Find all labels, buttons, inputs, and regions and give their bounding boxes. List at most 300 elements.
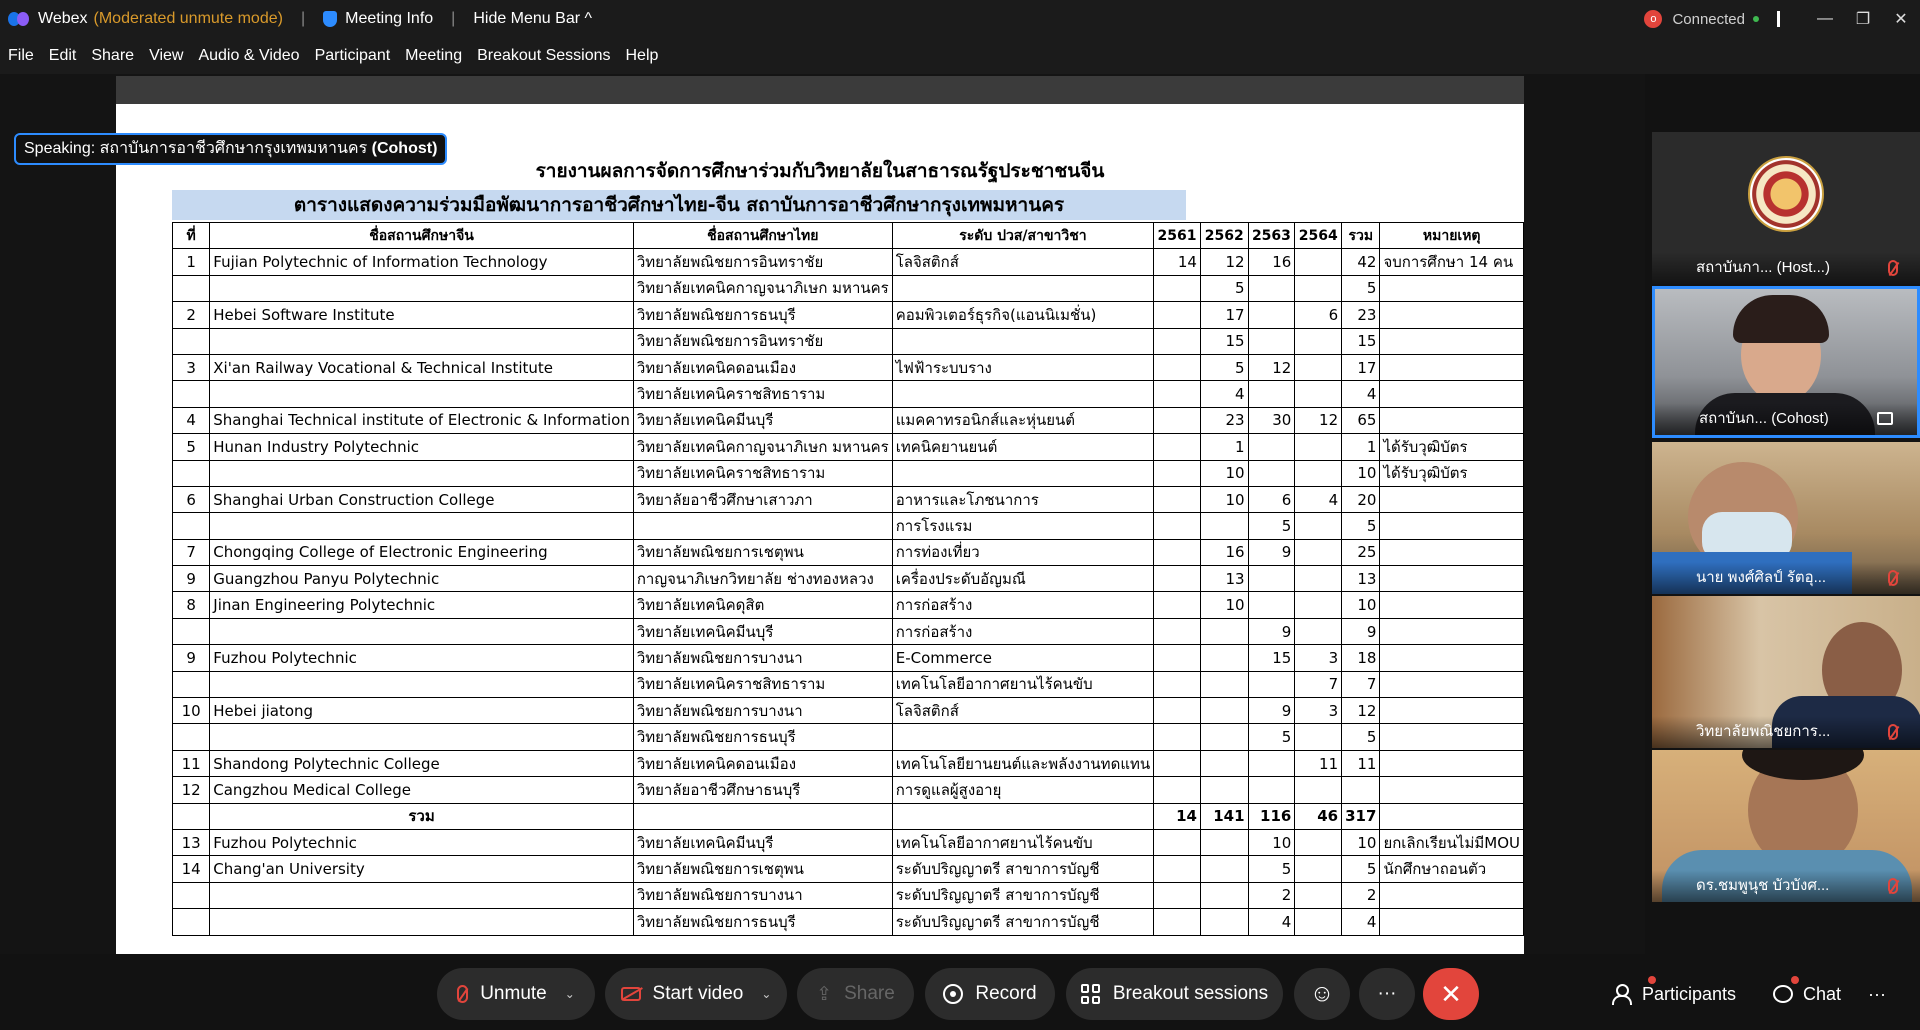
video-tile-participant-3[interactable] bbox=[1652, 442, 1920, 594]
table-cell bbox=[1200, 856, 1248, 882]
unmute-button[interactable] bbox=[437, 968, 595, 1020]
table-cell bbox=[1154, 671, 1201, 697]
table-cell: 23 bbox=[1342, 302, 1380, 328]
table-row bbox=[173, 407, 1524, 433]
table-cell: 11 bbox=[1342, 750, 1380, 776]
table-row bbox=[173, 592, 1524, 618]
table-cell: วิทยาลัยพณิชยการเชตุพน bbox=[633, 539, 892, 565]
table-cell bbox=[210, 328, 634, 354]
title-separator: | bbox=[300, 10, 306, 27]
table-cell bbox=[1154, 724, 1201, 750]
chevron-down-icon[interactable]: ⌄ bbox=[761, 987, 772, 1001]
table-cell bbox=[1380, 724, 1524, 750]
table-cell bbox=[1154, 275, 1201, 301]
table-cell: Shanghai Urban Construction College bbox=[210, 486, 634, 512]
table-cell: 65 bbox=[1342, 407, 1380, 433]
table-cell bbox=[1154, 882, 1201, 908]
close-window-button[interactable]: ✕ bbox=[1894, 11, 1908, 28]
table-cell: 46 bbox=[1295, 803, 1342, 829]
table-cell: 18 bbox=[1342, 645, 1380, 671]
mic-muted-icon bbox=[1888, 878, 1898, 894]
table-cell bbox=[1248, 592, 1295, 618]
table-cell: 5 bbox=[1248, 856, 1295, 882]
column-header: ชื่อสถานศึกษาไทย bbox=[633, 223, 892, 249]
cooperation-table bbox=[172, 222, 1524, 936]
table-cell: 11 bbox=[1295, 750, 1342, 776]
table-cell: ยกเลิกเรียนไม่มีMOU bbox=[1380, 829, 1524, 855]
participant-video-hair bbox=[1733, 295, 1829, 343]
hide-menu-bar-button[interactable]: Hide Menu Bar ^ bbox=[473, 10, 592, 27]
table-cell: วิทยาลัยพณิชยการบางนา bbox=[633, 698, 892, 724]
table-cell bbox=[1200, 750, 1248, 776]
table-cell bbox=[1380, 618, 1524, 644]
title-bar-right bbox=[1644, 0, 1920, 38]
table-cell: 10 bbox=[1342, 460, 1380, 486]
table-cell: 7 bbox=[1295, 671, 1342, 697]
table-cell bbox=[1154, 829, 1201, 855]
table-cell bbox=[1200, 909, 1248, 935]
sharing-icon bbox=[1877, 412, 1893, 425]
menu-view[interactable]: View bbox=[149, 47, 184, 64]
end-call-button[interactable]: ✕ bbox=[1423, 968, 1479, 1020]
table-cell bbox=[1380, 750, 1524, 776]
table-cell bbox=[210, 381, 634, 407]
table-cell: 14 bbox=[1154, 803, 1201, 829]
table-cell: Hebei jiatong bbox=[210, 698, 634, 724]
table-cell: 5 bbox=[173, 434, 210, 460]
table-cell bbox=[1248, 750, 1295, 776]
menu-edit[interactable]: Edit bbox=[48, 47, 77, 64]
table-cell: Cangzhou Medical College bbox=[210, 777, 634, 803]
table-cell bbox=[1154, 777, 1201, 803]
table-cell bbox=[1380, 275, 1524, 301]
table-cell: 4 bbox=[1248, 909, 1295, 935]
speaking-indicator bbox=[14, 133, 447, 165]
table-cell bbox=[1200, 618, 1248, 644]
table-cell: 10 bbox=[1200, 460, 1248, 486]
column-header: ระดับ ปวส/สาขาวิชา bbox=[892, 223, 1153, 249]
table-cell: 3 bbox=[1295, 698, 1342, 724]
column-header: 2562 bbox=[1200, 223, 1248, 249]
menu-participant[interactable]: Participant bbox=[314, 47, 391, 64]
table-cell: 10 bbox=[173, 698, 210, 724]
table-cell: Fuzhou Polytechnic bbox=[210, 829, 634, 855]
table-cell: วิทยาลัยอาชีวศึกษาธนบุรี bbox=[633, 777, 892, 803]
table-cell: 16 bbox=[1200, 539, 1248, 565]
table-cell bbox=[173, 671, 210, 697]
table-cell bbox=[1380, 645, 1524, 671]
table-cell bbox=[210, 909, 634, 935]
table-total-row bbox=[173, 803, 1524, 829]
shared-document bbox=[116, 104, 1524, 954]
table-cell: วิทยาลัยพณิชยการบางนา bbox=[633, 645, 892, 671]
table-cell bbox=[1248, 381, 1295, 407]
start-video-button[interactable] bbox=[605, 968, 787, 1020]
table-cell: Shanghai Technical institute of Electronic & Information bbox=[210, 407, 634, 433]
table-cell bbox=[892, 803, 1153, 829]
table-row bbox=[173, 566, 1524, 592]
table-cell: 4 bbox=[1295, 486, 1342, 512]
table-cell bbox=[892, 275, 1153, 301]
table-cell: 13 bbox=[1200, 566, 1248, 592]
menu-breakout-sessions[interactable]: Breakout Sessions bbox=[477, 47, 611, 64]
table-cell bbox=[1200, 645, 1248, 671]
table-cell: 5 bbox=[1200, 354, 1248, 380]
table-cell: 9 bbox=[1248, 618, 1295, 644]
table-cell bbox=[1154, 750, 1201, 776]
camera-off-icon bbox=[621, 987, 641, 1001]
table-cell: ระดับปริญญาตรี สาขาการบัญชี bbox=[892, 909, 1153, 935]
table-cell: ระดับปริญญาตรี สาขาการบัญชี bbox=[892, 882, 1153, 908]
table-cell bbox=[1295, 434, 1342, 460]
table-cell bbox=[1380, 777, 1524, 803]
table-cell: เทคนิคยานยนต์ bbox=[892, 434, 1153, 460]
table-cell bbox=[1380, 381, 1524, 407]
breakout-sessions-button[interactable] bbox=[1066, 968, 1283, 1020]
table-row bbox=[173, 460, 1524, 486]
table-cell: 7 bbox=[1342, 671, 1380, 697]
connection-status[interactable]: Connected bbox=[1672, 10, 1745, 28]
table-cell bbox=[1248, 302, 1295, 328]
table-cell: 5 bbox=[1342, 513, 1380, 539]
participant-name: ดร.ชมพูนุช บัวบังศ... bbox=[1652, 870, 1920, 902]
table-cell: 12 bbox=[1248, 354, 1295, 380]
record-button[interactable] bbox=[925, 968, 1055, 1020]
chat-button[interactable] bbox=[1773, 968, 1841, 1020]
table-cell bbox=[1248, 328, 1295, 354]
shared-content-area bbox=[0, 74, 1645, 954]
table-cell bbox=[173, 618, 210, 644]
share-button[interactable] bbox=[797, 968, 914, 1020]
shared-window-header bbox=[116, 76, 1524, 104]
document-title: รายงานผลการจัดการศึกษาร่วมกับวิทยาลัยในสาธารณรัฐประชาชนจีน bbox=[535, 160, 1105, 182]
table-cell: 4 bbox=[1200, 381, 1248, 407]
table-cell: 4 bbox=[1342, 381, 1380, 407]
table-row bbox=[173, 513, 1524, 539]
smiley-icon: ☺ bbox=[1309, 980, 1335, 1007]
table-cell: 10 bbox=[1248, 829, 1295, 855]
table-header-row bbox=[173, 223, 1524, 249]
table-cell: 3 bbox=[1295, 645, 1342, 671]
table-cell: 6 bbox=[1295, 302, 1342, 328]
table-cell: 4 bbox=[1342, 909, 1380, 935]
column-header: ที่ bbox=[173, 223, 210, 249]
table-cell bbox=[1380, 592, 1524, 618]
table-cell bbox=[633, 803, 892, 829]
table-row bbox=[173, 354, 1524, 380]
table-cell: 5 bbox=[1342, 275, 1380, 301]
column-header: ชื่อสถานศึกษาจีน bbox=[210, 223, 634, 249]
menu-share[interactable]: Share bbox=[91, 47, 135, 64]
table-cell: 1 bbox=[173, 249, 210, 275]
table-cell: 25 bbox=[1342, 539, 1380, 565]
title-separator-2: | bbox=[451, 10, 456, 27]
table-cell: การก่อสร้าง bbox=[892, 618, 1153, 644]
table-cell: 16 bbox=[1248, 249, 1295, 275]
table-cell bbox=[173, 724, 210, 750]
reactions-button[interactable] bbox=[1294, 968, 1350, 1020]
table-cell bbox=[1295, 618, 1342, 644]
table-cell: วิทยาลัยเทคนิคราชสิทธาราม bbox=[633, 460, 892, 486]
table-cell bbox=[892, 460, 1153, 486]
table-cell: 5 bbox=[1248, 513, 1295, 539]
chevron-down-icon[interactable]: ⌄ bbox=[564, 987, 575, 1001]
table-cell bbox=[210, 275, 634, 301]
table-cell: Chongqing College of Electronic Engineering bbox=[210, 539, 634, 565]
table-cell: วิทยาลัยอาชีวศึกษาเสาวภา bbox=[633, 486, 892, 512]
table-cell bbox=[892, 328, 1153, 354]
video-tile-host[interactable] bbox=[1652, 132, 1920, 284]
table-cell: วิทยาลัยเทคนิคราชสิทธาราม bbox=[633, 381, 892, 407]
table-cell: 9 bbox=[1342, 618, 1380, 644]
table-cell: 13 bbox=[173, 829, 210, 855]
table-cell bbox=[1154, 856, 1201, 882]
table-cell: Guangzhou Panyu Polytechnic bbox=[210, 566, 634, 592]
table-cell bbox=[1248, 460, 1295, 486]
video-tile-participant-5[interactable] bbox=[1652, 750, 1920, 902]
connection-dot-icon bbox=[1753, 16, 1759, 22]
table-cell bbox=[210, 724, 634, 750]
table-cell bbox=[1154, 566, 1201, 592]
table-cell: Hebei Software Institute bbox=[210, 302, 634, 328]
table-cell: การก่อสร้าง bbox=[892, 592, 1153, 618]
column-header: หมายเหตุ bbox=[1380, 223, 1524, 249]
participant-name: สถาบันก... (Cohost) bbox=[1655, 403, 1917, 435]
more-icon: ··· bbox=[1868, 983, 1886, 1004]
table-cell: 17 bbox=[1200, 302, 1248, 328]
table-row bbox=[173, 249, 1524, 275]
table-cell bbox=[1380, 354, 1524, 380]
table-cell bbox=[1200, 882, 1248, 908]
table-cell: 10 bbox=[1342, 592, 1380, 618]
table-cell: 11 bbox=[173, 750, 210, 776]
table-cell: วิทยาลัยพณิชยการบางนา bbox=[633, 882, 892, 908]
share-icon: ⇪ bbox=[816, 983, 833, 1005]
table-row bbox=[173, 302, 1524, 328]
table-row bbox=[173, 882, 1524, 908]
chat-label: Chat bbox=[1803, 983, 1842, 1004]
table-cell bbox=[1154, 407, 1201, 433]
table-cell: 5 bbox=[1342, 856, 1380, 882]
table-cell bbox=[173, 460, 210, 486]
table-cell: 1 bbox=[1342, 434, 1380, 460]
column-header: 2563 bbox=[1248, 223, 1295, 249]
table-cell: Chang'an University bbox=[210, 856, 634, 882]
restore-button[interactable]: ❐ bbox=[1855, 11, 1871, 28]
table-cell bbox=[1248, 671, 1295, 697]
table-cell bbox=[1200, 829, 1248, 855]
column-header: รวม bbox=[1342, 223, 1380, 249]
table-cell: 317 bbox=[1342, 803, 1380, 829]
table-row bbox=[173, 909, 1524, 935]
table-cell bbox=[1295, 909, 1342, 935]
table-cell: วิทยาลัยพณิชยการธนบุรี bbox=[633, 724, 892, 750]
table-cell: Jinan Engineering Polytechnic bbox=[210, 592, 634, 618]
table-row bbox=[173, 539, 1524, 565]
table-cell: วิทยาลัยพณิชยการธนบุรี bbox=[633, 909, 892, 935]
table-cell: วิทยาลัยเทคนิคราชสิทธาราม bbox=[633, 671, 892, 697]
breakout-label: Breakout sessions bbox=[1112, 983, 1269, 1004]
meeting-info-button[interactable]: Meeting Info bbox=[345, 10, 434, 27]
table-cell bbox=[1380, 909, 1524, 935]
more-options-button[interactable] bbox=[1359, 968, 1415, 1020]
table-cell bbox=[1154, 513, 1201, 539]
record-label: Record bbox=[975, 983, 1037, 1004]
participant-name: วิทยาลัยพณิชยการ... bbox=[1652, 716, 1920, 748]
table-cell: 14 bbox=[173, 856, 210, 882]
table-cell: 10 bbox=[1200, 592, 1248, 618]
start-video-label: Start video bbox=[652, 983, 744, 1004]
table-cell: 14 bbox=[1154, 249, 1201, 275]
table-cell bbox=[892, 724, 1153, 750]
table-cell: การโรงแรม bbox=[892, 513, 1153, 539]
table-cell: วิทยาลัยเทคนิคมีนบุรี bbox=[633, 407, 892, 433]
unmute-label: Unmute bbox=[480, 983, 547, 1004]
table-row bbox=[173, 486, 1524, 512]
table-cell: 5 bbox=[1342, 724, 1380, 750]
table-cell bbox=[1380, 882, 1524, 908]
table-cell bbox=[1154, 909, 1201, 935]
table-cell: 8 bbox=[173, 592, 210, 618]
table-cell bbox=[1380, 486, 1524, 512]
table-cell bbox=[1154, 486, 1201, 512]
table-cell bbox=[210, 460, 634, 486]
table-row bbox=[173, 724, 1524, 750]
table-cell: วิทยาลัยเทคนิคดุสิต bbox=[633, 592, 892, 618]
table-cell: โลจิสติกส์ bbox=[892, 698, 1153, 724]
table-row bbox=[173, 750, 1524, 776]
table-cell bbox=[1200, 671, 1248, 697]
table-cell bbox=[1380, 671, 1524, 697]
table-cell bbox=[1200, 698, 1248, 724]
table-cell bbox=[1248, 275, 1295, 301]
table-cell: Hunan Industry Polytechnic bbox=[210, 434, 634, 460]
table-cell bbox=[173, 381, 210, 407]
menu-audio-video[interactable]: Audio & Video bbox=[198, 47, 300, 64]
table-cell: 5 bbox=[1200, 275, 1248, 301]
table-cell: 7 bbox=[173, 539, 210, 565]
table-cell: 42 bbox=[1342, 249, 1380, 275]
table-cell: วิทยาลัยเทคนิคดอนเมือง bbox=[633, 750, 892, 776]
table-cell: 12 bbox=[1342, 698, 1380, 724]
table-cell bbox=[1295, 275, 1342, 301]
panel-more-button[interactable] bbox=[1868, 968, 1886, 1020]
table-cell bbox=[210, 513, 634, 539]
table-cell: ได้รับวุฒิบัตร bbox=[1380, 460, 1524, 486]
table-cell: 2 bbox=[1342, 882, 1380, 908]
table-cell bbox=[1295, 513, 1342, 539]
column-header: 2564 bbox=[1295, 223, 1342, 249]
table-cell: โลจิสติกส์ bbox=[892, 249, 1153, 275]
table-cell: วิทยาลัยพณิชยการอินทราชัย bbox=[633, 249, 892, 275]
table-cell: 9 bbox=[1248, 698, 1295, 724]
table-cell: เทคโนโลยีอากาศยานไร้คนขับ bbox=[892, 829, 1153, 855]
table-cell bbox=[210, 882, 634, 908]
webex-logo-icon bbox=[8, 10, 30, 28]
mic-muted-icon bbox=[1888, 260, 1898, 276]
table-row bbox=[173, 618, 1524, 644]
table-cell: Shandong Polytechnic College bbox=[210, 750, 634, 776]
menu-bar bbox=[0, 38, 1920, 74]
table-cell bbox=[1380, 302, 1524, 328]
table-cell: 2 bbox=[1248, 882, 1295, 908]
video-tile-cohost[interactable] bbox=[1652, 286, 1920, 438]
chat-icon bbox=[1773, 985, 1793, 1003]
table-cell: Fuzhou Polytechnic bbox=[210, 645, 634, 671]
table-cell bbox=[1154, 592, 1201, 618]
table-cell: 15 bbox=[1200, 328, 1248, 354]
table-cell: 23 bbox=[1200, 407, 1248, 433]
table-cell: 10 bbox=[1342, 829, 1380, 855]
table-cell: คอมพิวเตอร์ธุรกิจ(แอนนิเมชั่น) bbox=[892, 302, 1153, 328]
table-cell: 141 bbox=[1200, 803, 1248, 829]
table-cell: วิทยาลัยเทคนิคมีนบุรี bbox=[633, 618, 892, 644]
menu-meeting[interactable]: Meeting bbox=[405, 47, 463, 64]
table-cell: Xi'an Railway Vocational & Technical Institute bbox=[210, 354, 634, 380]
table-cell bbox=[1295, 460, 1342, 486]
table-cell: 6 bbox=[173, 486, 210, 512]
table-cell: 17 bbox=[1342, 354, 1380, 380]
table-cell: 3 bbox=[173, 354, 210, 380]
table-cell: รวม bbox=[210, 803, 634, 829]
more-icon: ··· bbox=[1377, 983, 1397, 1004]
participants-button[interactable] bbox=[1612, 968, 1736, 1020]
table-cell bbox=[1154, 434, 1201, 460]
participant-name: นาย พงศ์ศิลป์ รัตอุ... bbox=[1652, 562, 1920, 594]
table-cell bbox=[1248, 434, 1295, 460]
table-cell bbox=[1154, 539, 1201, 565]
title-bar bbox=[0, 0, 1920, 38]
record-icon bbox=[943, 984, 963, 1004]
table-cell bbox=[1380, 566, 1524, 592]
table-cell: วิทยาลัยเทคนิคกาญจนาภิเษก มหานคร bbox=[633, 434, 892, 460]
table-cell bbox=[1295, 249, 1342, 275]
table-cell: 9 bbox=[173, 645, 210, 671]
shield-icon bbox=[323, 11, 337, 27]
minimize-button[interactable]: — bbox=[1817, 10, 1833, 27]
table-cell bbox=[1295, 882, 1342, 908]
participants-label: Participants bbox=[1642, 983, 1737, 1004]
mic-muted-icon bbox=[1888, 724, 1898, 740]
table-cell bbox=[1295, 777, 1342, 803]
menu-help[interactable]: Help bbox=[625, 47, 659, 64]
table-cell: เทคโนโลยียานยนต์และพลังงานทดแทน bbox=[892, 750, 1153, 776]
table-row bbox=[173, 434, 1524, 460]
table-cell bbox=[1200, 513, 1248, 539]
table-cell: 5 bbox=[1248, 724, 1295, 750]
table-cell bbox=[173, 328, 210, 354]
meeting-mode: (Moderated unmute mode) bbox=[93, 10, 283, 27]
table-cell: วิทยาลัยพณิชยการเชตุพน bbox=[633, 856, 892, 882]
table-cell: 12 bbox=[1295, 407, 1342, 433]
table-cell: 15 bbox=[1248, 645, 1295, 671]
video-tile-participant-4[interactable] bbox=[1652, 596, 1920, 748]
menu-file[interactable]: File bbox=[8, 47, 34, 64]
table-row bbox=[173, 698, 1524, 724]
table-cell bbox=[1154, 381, 1201, 407]
table-cell: 30 bbox=[1248, 407, 1295, 433]
table-cell bbox=[1295, 354, 1342, 380]
notification-dot-icon bbox=[1648, 976, 1656, 984]
participant-name: สถาบันกา... (Host...) bbox=[1652, 252, 1920, 284]
table-cell bbox=[173, 513, 210, 539]
table-cell: วิทยาลัยเทคนิคดอนเมือง bbox=[633, 354, 892, 380]
table-cell bbox=[1200, 777, 1248, 803]
table-cell bbox=[210, 671, 634, 697]
table-cell: อาหารและโภชนาการ bbox=[892, 486, 1153, 512]
table-cell: 20 bbox=[1342, 486, 1380, 512]
app-title: Webex bbox=[38, 10, 88, 27]
